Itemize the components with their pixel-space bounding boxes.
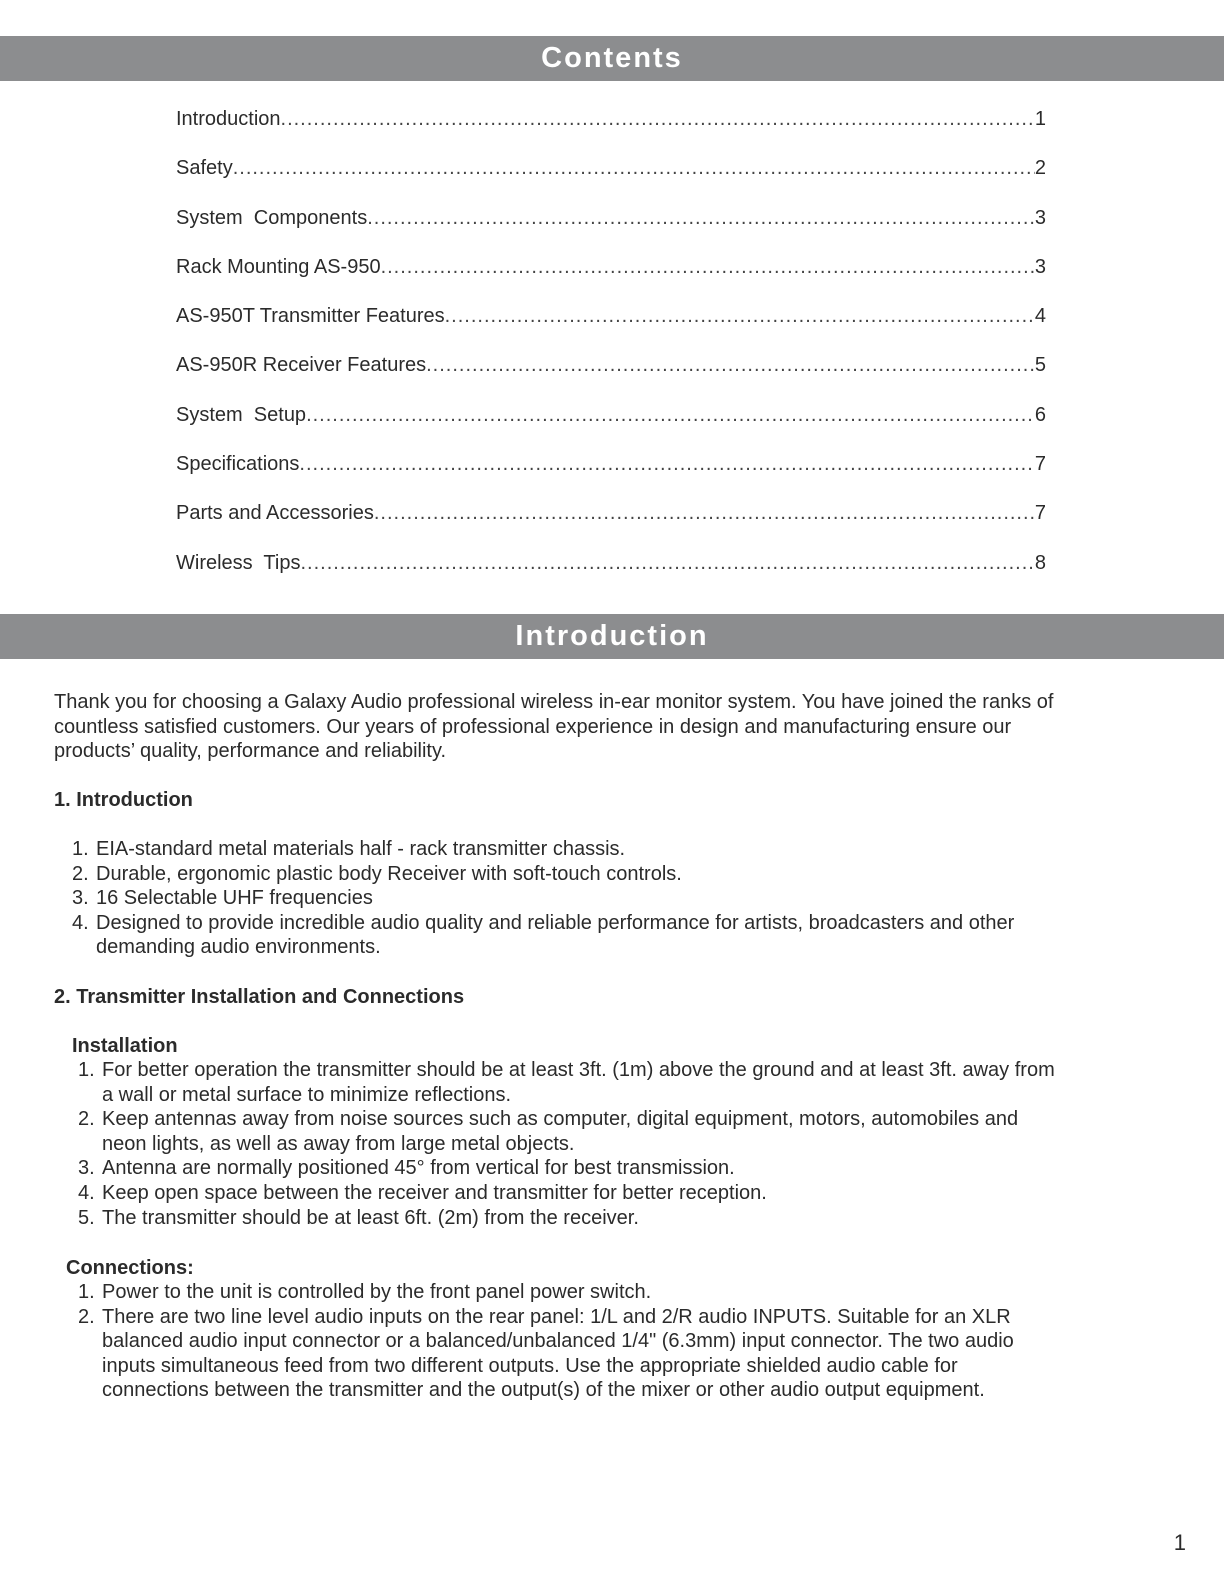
list-item-line: connections between the transmitter and the output(s) of the mixer or other audio output equipment. bbox=[102, 1379, 985, 1402]
paragraph-line: countless satisfied customers. Our years of professional experience in design and manufacturing ensure our bbox=[54, 715, 1012, 738]
toc-leader-dots bbox=[381, 256, 1035, 279]
toc-entry-page: 7 bbox=[1034, 453, 1046, 476]
toc-leader-dots bbox=[374, 502, 1035, 525]
toc-entry-label: AS-950R Receiver Features bbox=[176, 354, 427, 377]
list-item-number: 4. bbox=[72, 911, 89, 934]
toc-leader-dots bbox=[300, 552, 1034, 575]
toc-entry-safety[interactable] bbox=[176, 157, 1046, 206]
toc-entry-receiver-features[interactable] bbox=[176, 354, 1046, 403]
list-item-number: 1. bbox=[78, 1281, 95, 1303]
list-item-line: balanced audio input connector or a balanced/unbalanced 1/4" (6.3mm) input connector. The two audio bbox=[102, 1330, 1014, 1353]
list-item-line: For better operation the transmitter should be at least 3ft. (1m) above the ground and at least 3ft. away from bbox=[102, 1059, 1055, 1081]
toc-entry-page: 1 bbox=[1034, 108, 1046, 130]
toc-leader-dots bbox=[306, 404, 1035, 427]
list-item bbox=[78, 1058, 1055, 1107]
subheading-connections: Connections: bbox=[66, 1257, 194, 1279]
list-item-line: a wall or metal surface to minimize reflections. bbox=[102, 1083, 512, 1106]
toc-entry-label: Parts and Accessories bbox=[176, 502, 374, 525]
toc-entry-parts-accessories[interactable] bbox=[176, 502, 1046, 551]
subheading-installation: Installation bbox=[72, 1035, 178, 1057]
list-item bbox=[78, 1107, 1055, 1156]
section-heading-transmitter-installation: 2. Transmitter Installation and Connections bbox=[54, 986, 465, 1008]
table-of-contents bbox=[176, 108, 1046, 601]
list-item bbox=[72, 862, 1014, 887]
toc-entry-page: 2 bbox=[1034, 157, 1046, 180]
list-item bbox=[72, 837, 1014, 862]
page-number: 1 bbox=[1173, 1530, 1186, 1555]
toc-entry-system-setup[interactable] bbox=[176, 404, 1046, 453]
toc-entry-label: Introduction bbox=[176, 108, 281, 130]
toc-leader-dots bbox=[367, 207, 1035, 230]
list-item-line: inputs simultaneous feed from two different outputs. Use the appropriate shielded audio cable for bbox=[102, 1354, 958, 1377]
toc-leader-dots bbox=[281, 108, 1035, 131]
toc-entry-page: 5 bbox=[1034, 354, 1046, 377]
list-item-line: Keep open space between the receiver and transmitter for better reception. bbox=[102, 1181, 767, 1204]
toc-entry-specifications[interactable] bbox=[176, 453, 1046, 502]
list-item-line: The transmitter should be at least 6ft. (2m) from the receiver. bbox=[102, 1206, 639, 1229]
list-item-line: demanding audio environments. bbox=[96, 936, 381, 959]
list-item-number: 4. bbox=[78, 1181, 95, 1204]
toc-entry-page: 8 bbox=[1034, 551, 1046, 574]
introduction-list bbox=[72, 837, 1014, 960]
toc-entry-transmitter-features[interactable] bbox=[176, 305, 1046, 354]
list-item-line: Durable, ergonomic plastic body Receiver with soft-touch controls. bbox=[96, 862, 682, 885]
installation-list bbox=[78, 1058, 1055, 1230]
toc-entry-page: 6 bbox=[1034, 403, 1046, 426]
list-item-line: Antenna are normally positioned 45° from vertical for best transmission. bbox=[102, 1157, 735, 1180]
toc-entry-introduction[interactable] bbox=[176, 108, 1046, 157]
list-item-number: 2. bbox=[78, 1108, 95, 1131]
toc-entry-system-components[interactable] bbox=[176, 207, 1046, 256]
paragraph-line: products’ quality, performance and reliability. bbox=[54, 740, 447, 763]
intro-paragraph bbox=[54, 690, 1194, 764]
section-heading-introduction: 1. Introduction bbox=[54, 789, 193, 811]
toc-entry-page: 3 bbox=[1034, 255, 1046, 278]
toc-entry-label: Safety bbox=[176, 157, 233, 180]
list-item bbox=[78, 1280, 1014, 1305]
toc-entry-label: System Components bbox=[176, 206, 368, 229]
list-item-number: 3. bbox=[72, 887, 89, 910]
list-item-line: There are two line level audio inputs on the rear panel: 1/L and 2/R audio INPUTS. Suitable for an XLR bbox=[102, 1305, 1011, 1328]
toc-leader-dots bbox=[426, 354, 1035, 377]
list-item-number: 2. bbox=[72, 862, 89, 885]
list-item bbox=[78, 1206, 1055, 1231]
toc-entry-label: Rack Mounting AS-950 bbox=[176, 255, 381, 278]
list-item bbox=[78, 1181, 1055, 1206]
list-item-line: 16 Selectable UHF frequencies bbox=[96, 887, 373, 910]
list-item-number: 1. bbox=[78, 1059, 95, 1081]
toc-entry-label: AS-950T Transmitter Features bbox=[176, 305, 445, 328]
toc-entry-page: 4 bbox=[1034, 305, 1046, 328]
contents-banner: Contents bbox=[0, 36, 1224, 81]
list-item-number: 3. bbox=[78, 1157, 95, 1180]
introduction-banner: Introduction bbox=[0, 614, 1224, 659]
paragraph-line: Thank you for choosing a Galaxy Audio professional wireless in-ear monitor system. You have joined the ranks of bbox=[54, 691, 1054, 713]
toc-leader-dots bbox=[299, 453, 1034, 476]
list-item-number: 1. bbox=[72, 838, 89, 860]
toc-entry-wireless-tips[interactable] bbox=[176, 552, 1046, 601]
list-item-number: 5. bbox=[78, 1206, 95, 1229]
list-item bbox=[78, 1156, 1055, 1181]
list-item bbox=[72, 911, 1014, 960]
list-item bbox=[72, 886, 1014, 911]
toc-entry-page: 3 bbox=[1034, 206, 1046, 229]
list-item-line: Keep antennas away from noise sources such as computer, digital equipment, motors, automobiles and bbox=[102, 1108, 1019, 1131]
toc-entry-page: 7 bbox=[1034, 502, 1046, 525]
toc-entry-label: Specifications bbox=[176, 453, 300, 476]
toc-leader-dots bbox=[233, 157, 1035, 180]
toc-entry-label: System Setup bbox=[176, 403, 307, 426]
toc-entry-label: Wireless Tips bbox=[176, 551, 301, 574]
list-item-number: 2. bbox=[78, 1305, 95, 1328]
list-item-line: neon lights, as well as away from large metal objects. bbox=[102, 1132, 575, 1155]
connections-list bbox=[78, 1280, 1014, 1403]
toc-leader-dots bbox=[445, 305, 1035, 328]
list-item-line: EIA-standard metal materials half - rack transmitter chassis. bbox=[96, 838, 626, 860]
list-item bbox=[78, 1305, 1014, 1403]
list-item-line: Designed to provide incredible audio quality and reliable performance for artists, broadcasters and other bbox=[96, 911, 1015, 934]
toc-entry-rack-mounting[interactable] bbox=[176, 256, 1046, 305]
list-item-line: Power to the unit is controlled by the front panel power switch. bbox=[102, 1281, 652, 1303]
